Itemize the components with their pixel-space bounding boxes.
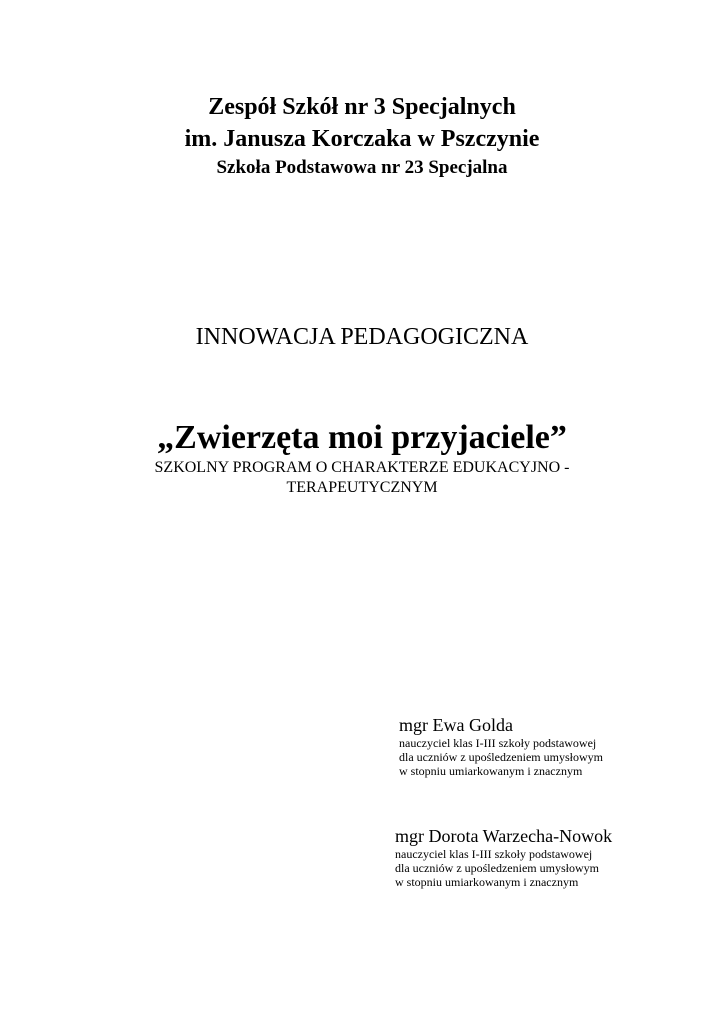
author-description-line: nauczyciel klas I-III szkoły podstawowej <box>399 736 597 750</box>
school-name-line-2: im. Janusza Korczaka w Pszczynie <box>184 126 540 152</box>
author-block <box>399 714 603 778</box>
author-name: mgr Ewa Golda <box>399 715 513 735</box>
author-block <box>395 825 612 889</box>
school-name-line-3: Szkoła Podstawowa nr 23 Specjalna <box>216 157 508 178</box>
author-description-line: dla uczniów z upośledzeniem umysłowym <box>395 861 599 875</box>
document-title: „Zwierzęta moi przyjaciele” <box>157 419 567 456</box>
author-description-line: w stopniu umiarkowanym i znacznym <box>395 875 579 889</box>
author-name: mgr Dorota Warzecha-Nowok <box>395 826 613 846</box>
author-description-line: dla uczniów z upośledzeniem umysłowym <box>399 750 603 764</box>
school-name-line-1: Zespół Szkół nr 3 Specjalnych <box>208 94 516 120</box>
document-subtitle-line-2: TERAPEUTYCZNYM <box>286 479 438 496</box>
author-description-line: w stopniu umiarkowanym i znacznym <box>399 764 583 778</box>
document-type: INNOWACJA PEDAGOGICZNA <box>195 324 529 350</box>
author-description-line: nauczyciel klas I-III szkoły podstawowej <box>395 847 593 861</box>
document-subtitle-line-1: SZKOLNY PROGRAM O CHARAKTERZE EDUKACYJNO - <box>154 459 570 476</box>
